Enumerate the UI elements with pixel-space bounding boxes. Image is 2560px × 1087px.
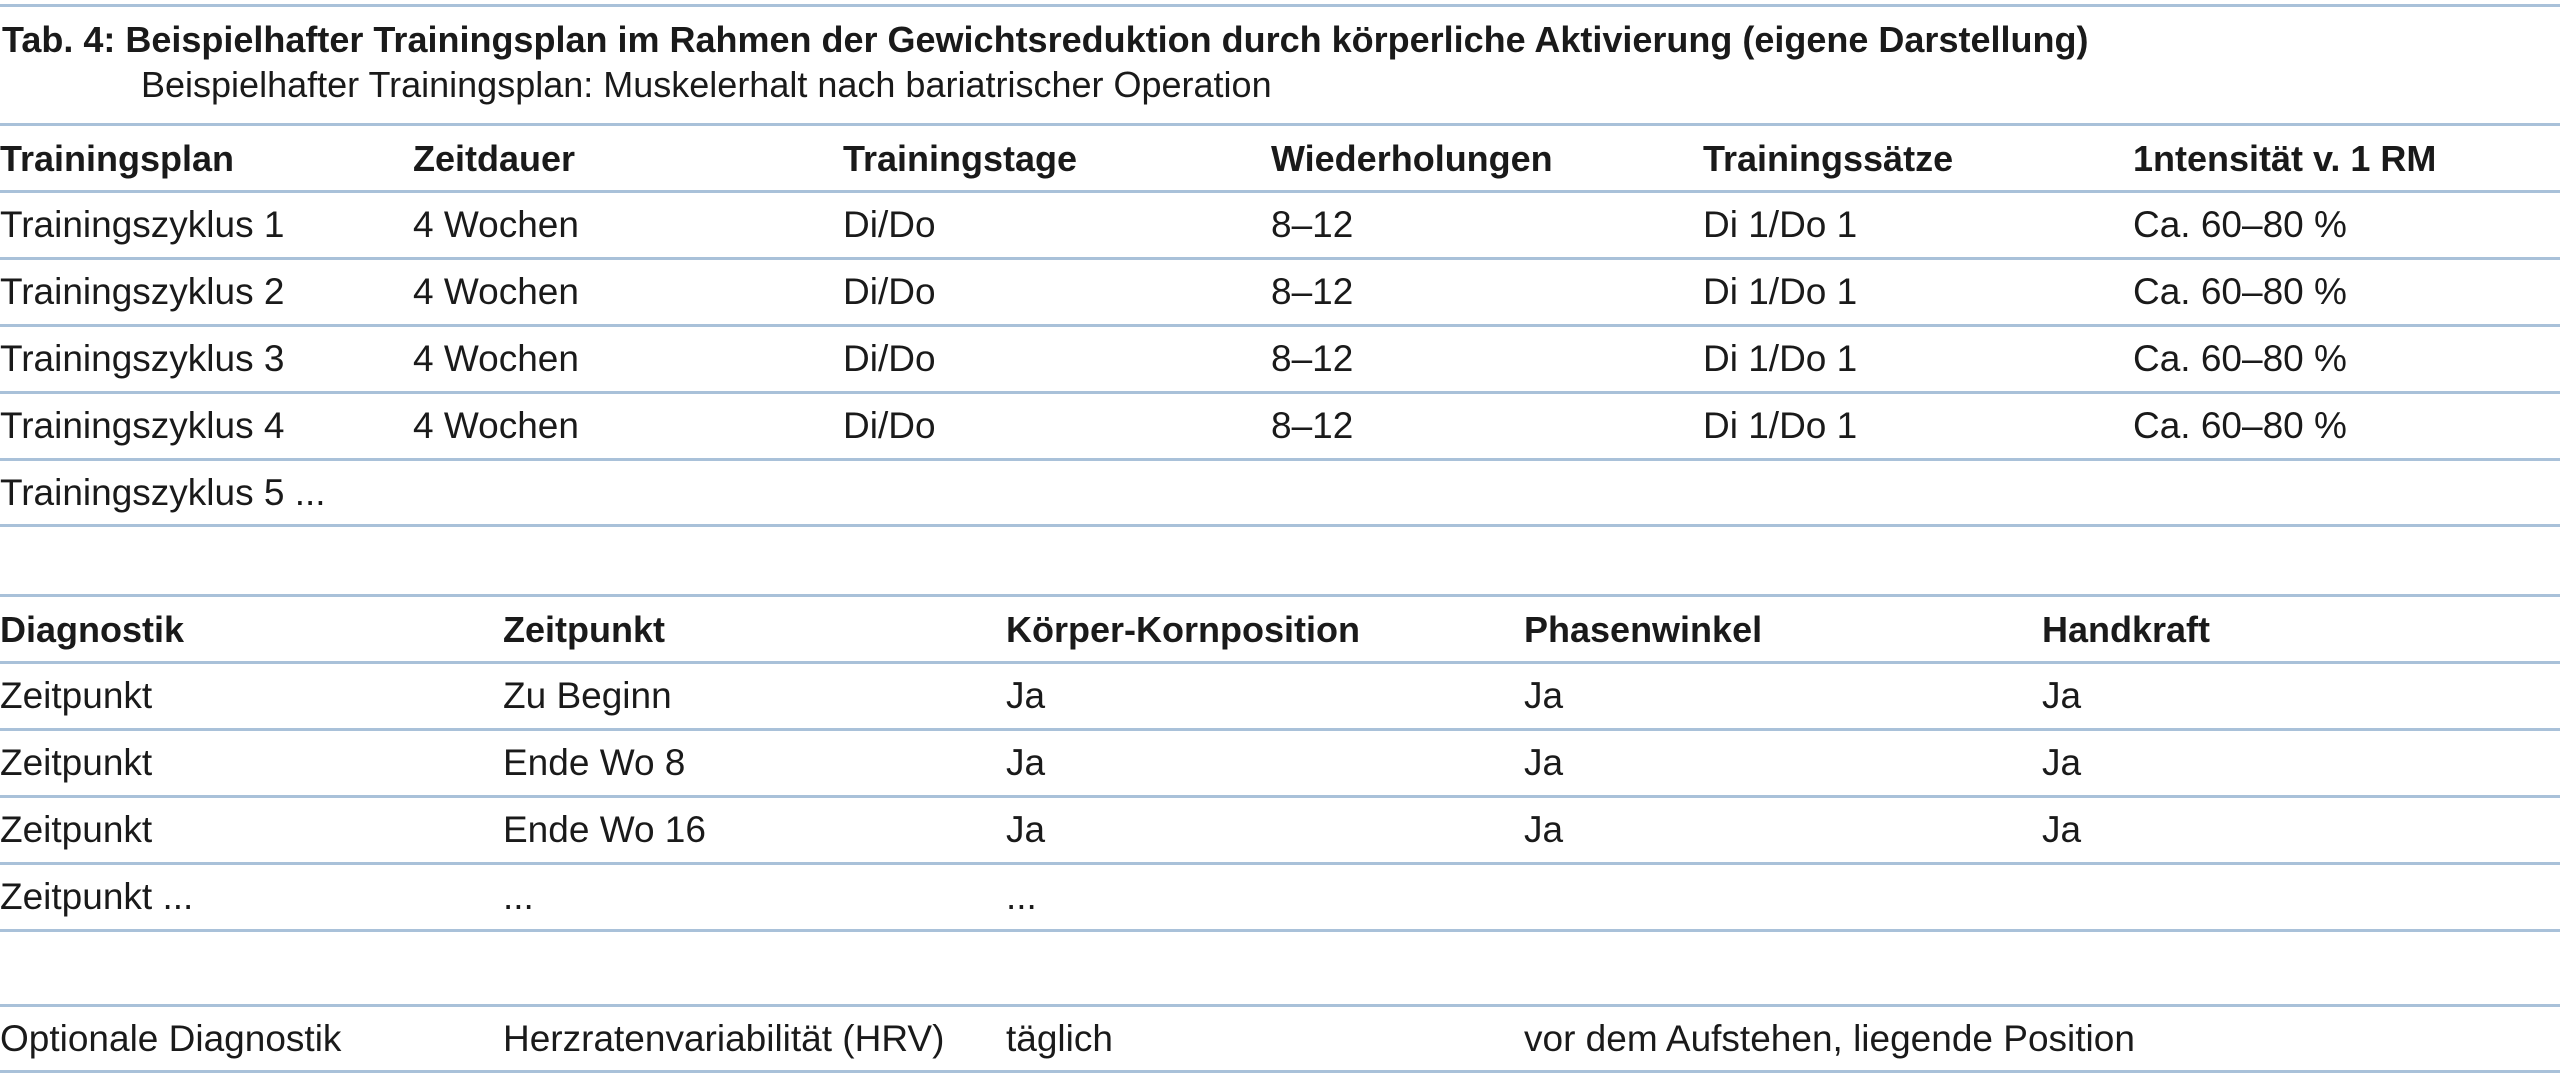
table-title: Tab. 4: Beispielhafter Trainingsplan im Rahmen der Gewichtsreduktion durch körperliche Aktivierung (eigene Darstellung) (2, 19, 2089, 60)
cell-handkraft: Ja (2042, 742, 2082, 783)
cell-plan: Trainingszyklus 2 (0, 271, 285, 312)
cell-diagnostik: Zeitpunkt (0, 742, 153, 783)
table-subtitle: Beispielhafter Trainingsplan: Muskelerhalt nach bariatrischer Operation (141, 64, 1272, 105)
cell-diagnostik: Zeitpunkt (0, 809, 153, 850)
cell-optional-method: Herzratenvariabilität (HRV) (503, 1018, 945, 1059)
table-row (0, 798, 2560, 862)
cell-saetze: Di 1/Do 1 (1703, 271, 1858, 312)
cell-tage: Di/Do (843, 271, 936, 312)
cell-koerper: Ja (1006, 809, 1046, 850)
table-row (0, 260, 2560, 324)
training-header-row (0, 127, 2560, 191)
table-row (0, 865, 2560, 929)
cell-wdh: 8–12 (1271, 204, 1354, 245)
header-phasenwinkel: Phasenwinkel (1524, 609, 1763, 650)
cell-intensitaet: Ca. 60–80 % (2133, 405, 2347, 446)
cell-tage: Di/Do (843, 405, 936, 446)
header-wiederholungen: Wiederholungen (1271, 138, 1553, 179)
cell-koerper: Ja (1006, 675, 1046, 716)
cell-wdh: 8–12 (1271, 271, 1354, 312)
cell-intensitaet: Ca. 60–80 % (2133, 338, 2347, 379)
cell-phasenwinkel: Ja (1524, 809, 1564, 850)
cell-saetze: Di 1/Do 1 (1703, 204, 1858, 245)
cell-plan: Trainingszyklus 5 ... (0, 472, 326, 513)
header-diagnostik: Diagnostik (0, 609, 185, 650)
cell-zeitpunkt: Zu Beginn (503, 675, 672, 716)
table-row (0, 731, 2560, 795)
cell-wdh: 8–12 (1271, 405, 1354, 446)
cell-plan: Trainingszyklus 4 (0, 405, 285, 446)
cell-zeitpunkt: ... (503, 876, 534, 917)
cell-koerper: ... (1006, 876, 1037, 917)
cell-dauer: 4 Wochen (413, 271, 579, 312)
cell-saetze: Di 1/Do 1 (1703, 338, 1858, 379)
cell-plan: Trainingszyklus 3 (0, 338, 285, 379)
cell-tage: Di/Do (843, 204, 936, 245)
cell-zeitpunkt: Ende Wo 16 (503, 809, 706, 850)
cell-saetze: Di 1/Do 1 (1703, 405, 1858, 446)
cell-optional-condition: vor dem Aufstehen, liegende Position (1524, 1018, 2135, 1059)
cell-optional-label: Optionale Diagnostik (0, 1018, 342, 1059)
cell-optional-frequency: täglich (1006, 1018, 1113, 1059)
top-rule (0, 4, 2560, 7)
table-row (0, 193, 2560, 257)
diagnostic-header-row (0, 598, 2560, 662)
table-row (0, 394, 2560, 458)
table-row (0, 461, 2560, 525)
cell-koerper: Ja (1006, 742, 1046, 783)
cell-phasenwinkel: Ja (1524, 675, 1564, 716)
cell-handkraft: Ja (2042, 809, 2082, 850)
cell-wdh: 8–12 (1271, 338, 1354, 379)
header-trainingstage: Trainingstage (843, 138, 1078, 179)
cell-intensitaet: Ca. 60–80 % (2133, 271, 2347, 312)
cell-tage: Di/Do (843, 338, 936, 379)
header-handkraft: Handkraft (2042, 609, 2211, 650)
header-intensitaet: 1ntensität v. 1 RM (2133, 138, 2437, 179)
header-trainingsplan: Trainingsplan (0, 138, 235, 179)
header-zeitdauer: Zeitdauer (413, 138, 576, 179)
cell-diagnostik: Zeitpunkt (0, 675, 153, 716)
cell-intensitaet: Ca. 60–80 % (2133, 204, 2347, 245)
cell-phasenwinkel: Ja (1524, 742, 1564, 783)
table-row (0, 664, 2560, 728)
table-row (0, 1007, 2560, 1071)
cell-dauer: 4 Wochen (413, 338, 579, 379)
cell-diagnostik: Zeitpunkt ... (0, 876, 194, 917)
header-zeitpunkt: Zeitpunkt (503, 609, 665, 650)
header-koerper-komposition: Körper-Kornposition (1006, 609, 1360, 650)
cell-handkraft: Ja (2042, 675, 2082, 716)
table-row (0, 327, 2560, 391)
cell-dauer: 4 Wochen (413, 204, 579, 245)
cell-zeitpunkt: Ende Wo 8 (503, 742, 686, 783)
cell-plan: Trainingszyklus 1 (0, 204, 285, 245)
cell-dauer: 4 Wochen (413, 405, 579, 446)
header-trainingssaetze: Trainingssätze (1703, 138, 1954, 179)
